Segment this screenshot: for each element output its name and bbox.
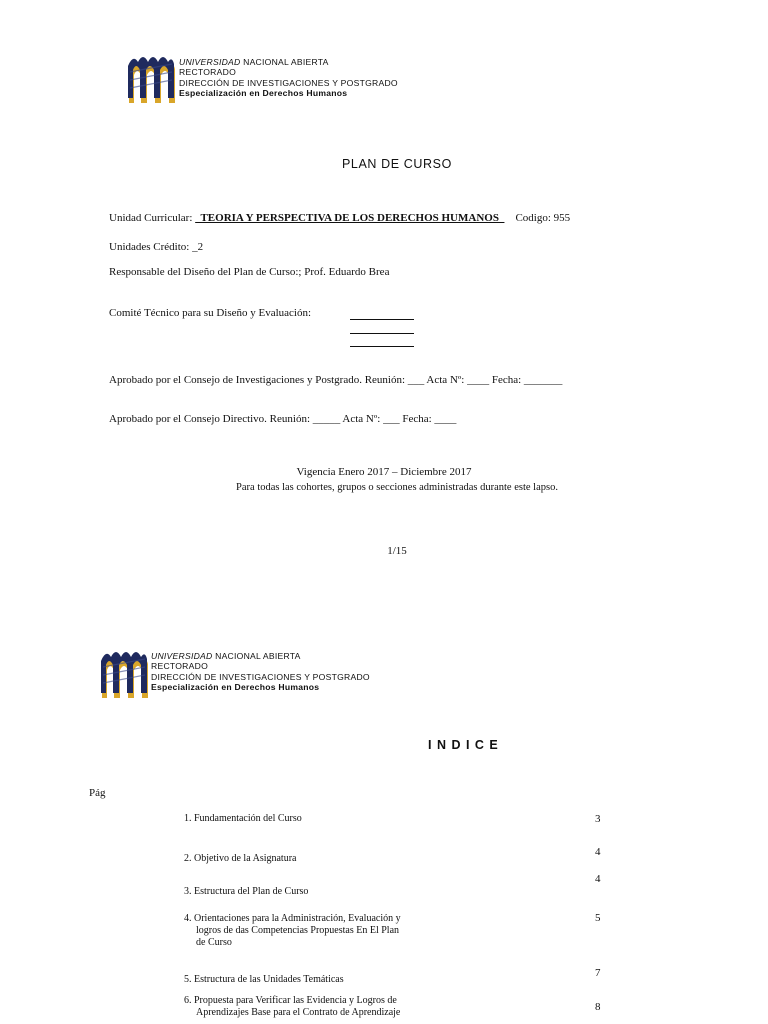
pag-label: Pág bbox=[89, 787, 106, 799]
index-item: 2. Objetivo de la Asignatura bbox=[184, 853, 297, 864]
institution-header: UNIVERSIDAD NACIONAL ABIERTA RECTORADO DIRECCIÓN DE INVESTIGACIONES Y POSTGRADO Especialización en Derechos Humanos bbox=[179, 57, 398, 98]
index-item: 4. Orientaciones para la Administración, Evaluación y logros de das Competencias Propuestas En El Plan de Curso bbox=[184, 913, 401, 948]
cohortes-note: Para todas las cohortes, grupos o secciones administradas durante este lapso. bbox=[236, 482, 558, 493]
index-page-number: 5 bbox=[595, 912, 601, 924]
page-number: 1/15 bbox=[387, 545, 407, 557]
index-page-number: 4 bbox=[595, 846, 601, 858]
unidades-credito: Unidades Crédito: _2 bbox=[109, 241, 204, 253]
responsable: Responsable del Diseño del Plan de Curso:; Prof. Eduardo Brea bbox=[109, 266, 390, 278]
index-page-number: 4 bbox=[595, 873, 601, 885]
index-page-number: 3 bbox=[595, 813, 601, 825]
index-page-number: 8 bbox=[595, 1001, 601, 1013]
index-item: 3. Estructura del Plan de Curso bbox=[184, 886, 309, 897]
index-item: 5. Estructura de las Unidades Temáticas bbox=[184, 974, 344, 985]
comite-tecnico-label: Comité Técnico para su Diseño y Evaluación: bbox=[109, 307, 312, 319]
university-logo bbox=[127, 52, 175, 104]
unidad-curricular-line: Unidad Curricular: TEORIA Y PERSPECTIVA DE LOS DERECHOS HUMANOS Codigo: 955 bbox=[109, 212, 571, 224]
index-title: I N D I C E bbox=[428, 738, 499, 752]
vigencia: Vigencia Enero 2017 – Diciembre 2017 bbox=[296, 466, 472, 478]
university-logo bbox=[100, 647, 148, 699]
index-item: 1. Fundamentación del Curso bbox=[184, 813, 302, 824]
page-title: PLAN DE CURSO bbox=[342, 157, 452, 171]
comite-blank-2 bbox=[350, 333, 414, 334]
unidad-curricular-value: TEORIA Y PERSPECTIVA DE LOS DERECHOS HUMANOS bbox=[195, 212, 505, 224]
comite-blank-3 bbox=[350, 346, 414, 347]
codigo: Codigo: 955 bbox=[515, 212, 571, 224]
index-page-number: 7 bbox=[595, 967, 601, 979]
index-item: 6. Propuesta para Verificar las Evidencia y Logros de Aprendizajes Base para el Contrato de Aprendizaje bbox=[184, 995, 401, 1018]
aprobado-investigaciones: Aprobado por el Consejo de Investigaciones y Postgrado. Reunión: ___ Acta Nº: ____ Fecha: _______ bbox=[109, 374, 563, 386]
comite-blank-1 bbox=[350, 319, 414, 320]
institution-header: UNIVERSIDAD NACIONAL ABIERTA RECTORADO DIRECCIÓN DE INVESTIGACIONES Y POSTGRADO Especialización en Derechos Humanos bbox=[151, 651, 370, 692]
aprobado-directivo: Aprobado por el Consejo Directivo. Reunión: _____ Acta Nº: ___ Fecha: ____ bbox=[109, 413, 457, 425]
